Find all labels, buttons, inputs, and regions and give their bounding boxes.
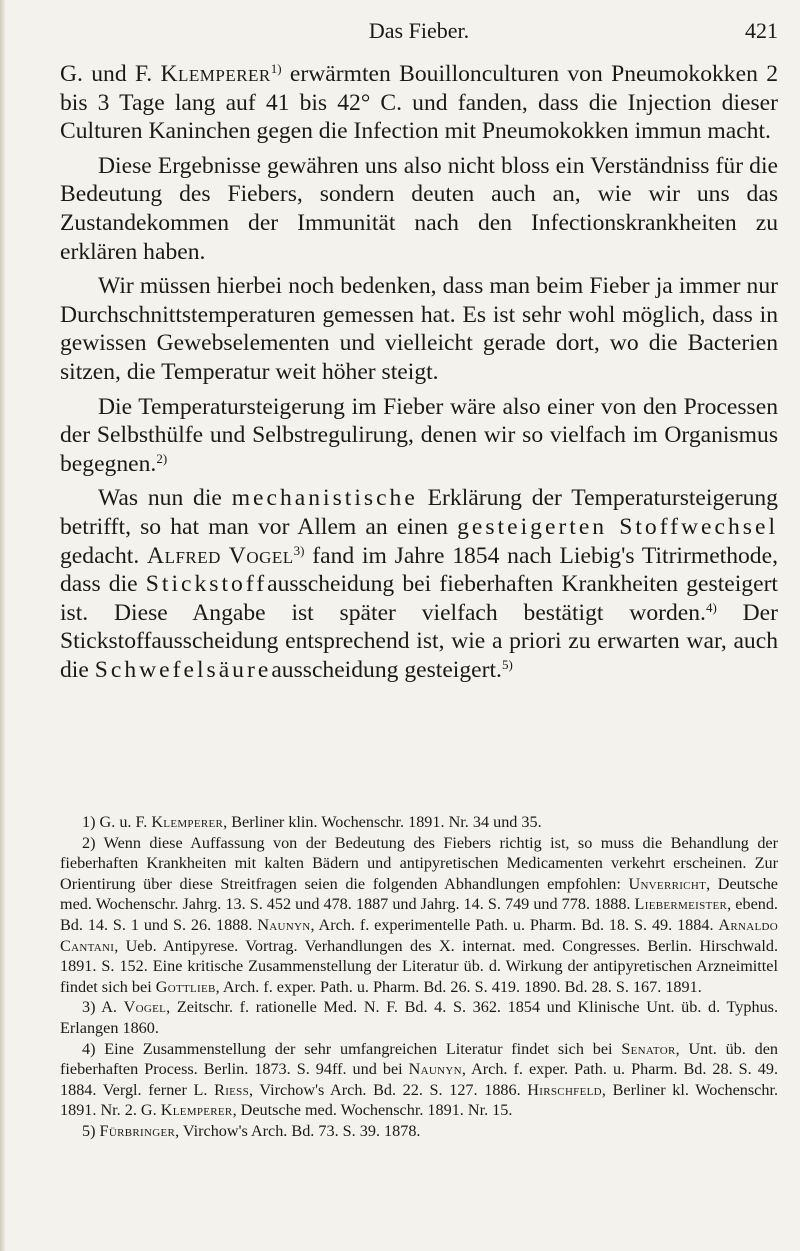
paragraph-3: Wir müssen hierbei noch bedenken, dass man beim Fieber ja immer nur Durchschnittstemperaturen gemessen hat. Es ist sehr wohl möglich, dass in gewissen Gewebselementen und vielleicht gerade dort, wo die Bacterien sitzen, die Temperatur weit höher steigt. [60, 273, 778, 385]
footnote-1 [60, 812, 778, 833]
text-run: 1) G. u. F. [82, 813, 152, 831]
footnote-ref: 3) [293, 542, 305, 558]
text-run: , Berliner kl. Wochenschr. 1891. Nr. 2. G. [60, 1080, 779, 1120]
text-run: gedacht. [60, 542, 148, 569]
text-run: fand im Jahre 1854 nach Liebig's Titrirmethode, dass die [60, 542, 778, 598]
paragraph-1 [60, 60, 778, 146]
text-run: , Deutsche med. Wochenschr. Jahrg. 13. S. 452 und 478. 1887 und Jahrg. 14. S. 749 und 778. 1888. [60, 874, 778, 914]
text-run: 2) Wenn diese Auffassung von der Bedeutung des Fiebers richtig ist, so muss die Behandlung der fieberhaften Krankheiten mit kalten Bädern und antipyretischen Medicamenten verkehrt erscheinen. Zur Orientirung über diese Streitfragen seien die folgenden Abhandlungen empfohlen: [60, 833, 778, 893]
author-name: Hirschfeld [527, 1080, 602, 1099]
spaced-emphasis: gesteigerten Stoffwechsel [457, 513, 778, 540]
author-name: Vogel [123, 998, 167, 1017]
text-run: Die Temperatursteigerung im Fieber wäre also einer von den Processen der Selbsthülfe und Selbstregulirung, denen wir so vielfach im Organismus begegnen. [60, 393, 778, 477]
author-name: Riess [214, 1080, 250, 1099]
footnotes [60, 812, 778, 1142]
footnote-2 [60, 833, 778, 998]
author-name: Klemperer [151, 813, 224, 831]
running-title: Das Fieber. [368, 18, 470, 43]
text-run: , Deutsche med. Wochenschr. 1891. Nr. 15. [232, 1101, 513, 1120]
page-number: 421 [745, 18, 778, 43]
spaced-emphasis: Schwefelsäure [94, 656, 272, 683]
footnote-ref: 5) [501, 656, 513, 672]
text-run: Erklärung der Temperatursteigerung betrifft, so hat man vor Allem an einen [60, 485, 778, 540]
text-run: 5) [82, 1121, 100, 1140]
text-run: 4) Eine Zusammenstellung der sehr umfangreichen Literatur findet sich bei [82, 1039, 622, 1058]
author-name: Unverricht [628, 874, 707, 893]
text-run: , Virchow's Arch. Bd. 73. S. 39. 1878. [175, 1121, 421, 1140]
text-run: Der Stickstoffausscheidung entsprechend ist, wie a priori zu erwarten war, auch die [60, 599, 778, 683]
paragraph-5 [60, 484, 778, 684]
text-run: erwärmten Bouillonculturen von Pneumokokken 2 bis 3 Tage lang auf 41 bis 42° C. und fanden, dass die Injection dieser Culturen Kaninchen gegen die Infection mit Pneumokokken immun macht. [60, 61, 778, 145]
author-name: Alfred Vogel [147, 542, 294, 569]
text-run: ausscheidung bei fieberhaften Krankheiten gesteigert ist. Diese Angabe ist später vielfach bestätigt worden. [60, 571, 778, 626]
text-run: Was nun die [98, 485, 232, 512]
author-name: Gottlieb [155, 977, 216, 996]
author-name: Liebermeister [634, 895, 728, 914]
text-run: , Ueb. Antipyrese. Vortrag. Verhandlungen des X. internat. med. Congresses. Berlin. Hirschwald. 1891. S. 152. Eine kritische Zusammenstellung der Literatur üb. d. Wirkung der antipyretischen Arzneimittel findet sich bei [60, 936, 778, 996]
footnote-ref: 2) [156, 450, 168, 466]
author-name: Senator [621, 1039, 676, 1058]
text-run: , Virchow's Arch. Bd. 22. S. 127. 1886. [249, 1080, 528, 1099]
text-run: ausscheidung gesteigert. [271, 656, 502, 683]
main-text [60, 60, 778, 690]
footnote-4 [60, 1039, 778, 1121]
text-run: G. und F. [60, 61, 161, 87]
text-run: , Zeitschr. f. rationelle Med. N. F. Bd. 4. S. 362. 1854 und Klinische Unt. üb. d. Typhus. Erlangen 1860. [60, 998, 779, 1037]
text-run: , Arch. f. experimentelle Path. u. Pharm. Bd. 18. S. 49. 1884. [310, 915, 719, 934]
author-name: Klemperer [160, 1101, 233, 1120]
text-run: 3) A. [82, 998, 124, 1017]
page-gutter-shadow [0, 0, 6, 1251]
author-name: Naunyn [257, 915, 311, 934]
text-run: , Arch. f. exper. Path. u. Pharm. Bd. 28. S. 49. 1884. Vergl. ferner L. [60, 1060, 778, 1099]
paragraph-2: Diese Ergebnisse gewähren uns also nicht bloss ein Verständniss für die Bedeutung des Fiebers, sondern deuten auch an, wie wir uns das Zustandekommen der Immunität nach den Infectionskrankheiten zu erklären haben. [60, 152, 778, 265]
paragraph-4 [60, 393, 778, 479]
author-name: Fürbringer [99, 1121, 176, 1140]
page-header [60, 14, 778, 48]
text-run: , Arch. f. exper. Path. u. Pharm. Bd. 26. S. 419. 1890. Bd. 28. S. 167. 1891. [215, 977, 702, 996]
footnote-ref: 4) [705, 599, 717, 615]
spaced-emphasis: mechanistische [231, 485, 418, 512]
spaced-emphasis: Stickstoff [145, 571, 268, 598]
author-name: Arnaldo Cantani [60, 915, 778, 955]
text-run: , Berliner klin. Wochenschr. 1891. Nr. 34 und 35. [223, 813, 542, 831]
author-name: Klemperer [160, 61, 271, 87]
footnote-3 [60, 997, 778, 1038]
author-name: Naunyn [408, 1060, 462, 1079]
text-run: , ebend. Bd. 14. S. 1 und S. 26. 1888. [60, 895, 778, 934]
footnote-ref: 1) [270, 61, 282, 76]
text-run: , Unt. üb. den fieberhaften Process. Berlin. 1873. S. 94ff. und bei [60, 1039, 778, 1079]
footnote-5 [60, 1121, 778, 1142]
